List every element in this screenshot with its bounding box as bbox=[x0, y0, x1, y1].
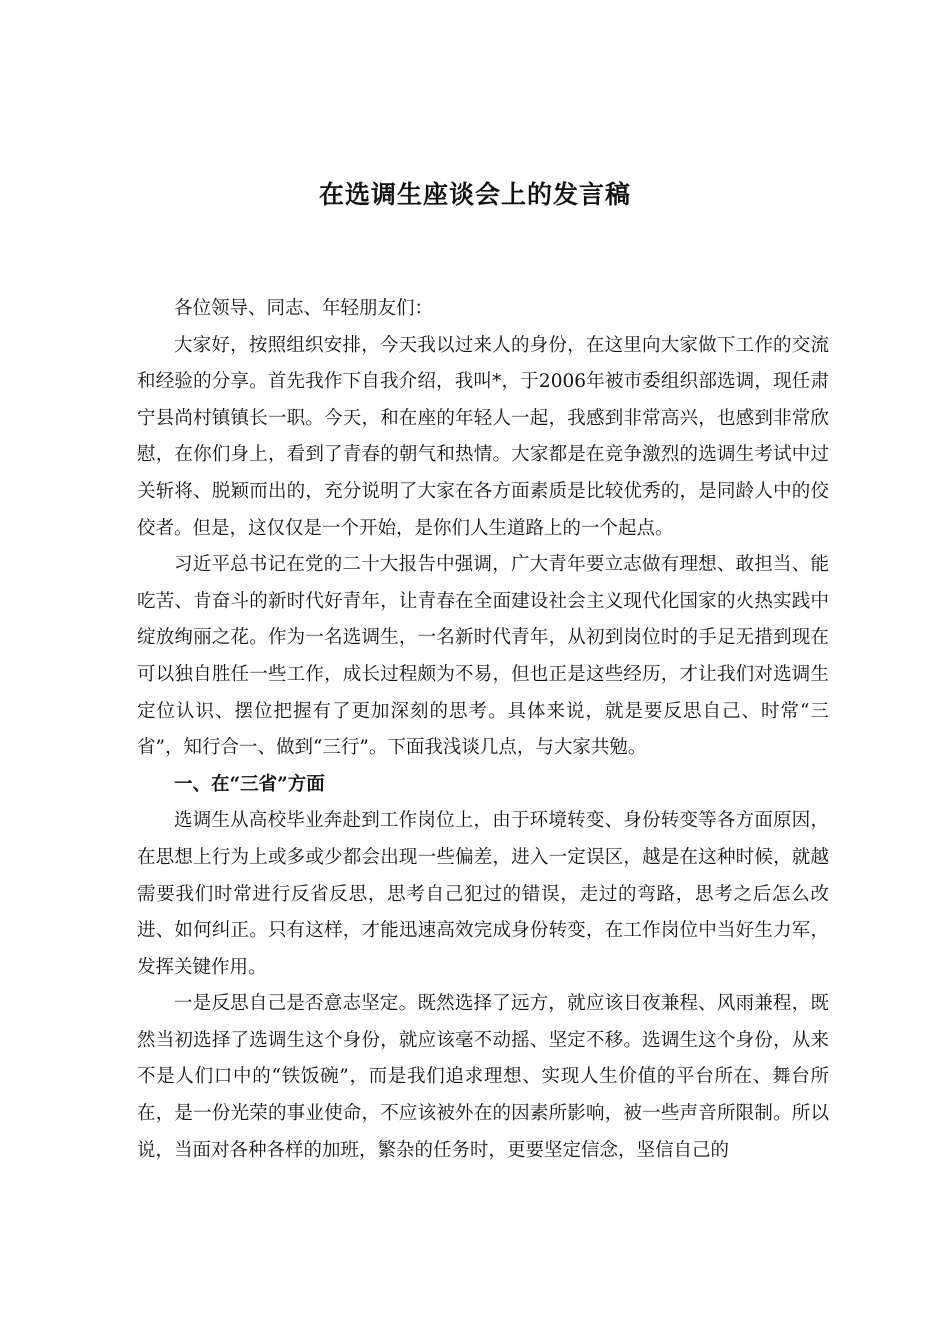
document-title: 在选调生座谈会上的发言稿 bbox=[318, 180, 631, 209]
body-paragraph: 一是反思自己是否意志坚定。既然选择了远方，就应该日夜兼程、风雨兼程，既然当初选择了选调生这个身份，就应该毫不动摇、坚定不移。选调生这个身份，从来不是人们口中的“铁饭碗”，而是我们追求理想、实现人生价值的平台所在、舞台所在，是一份光荣的事业使命，不应该被外在的因素所影响，被一些声音所限制。所以说，当面对各种各样的加班，繁杂的任务时，更要坚定信念，坚信自己的 bbox=[137, 993, 829, 1161]
document-body bbox=[137, 291, 829, 1169]
intro-paragraph: 大家好，按照组织安排，今天我以过来人的身份，在这里向大家做下工作的交流和经验的分享。首先我作下自我介绍，我叫*，于2006年被市委组织部选调，现任肃宁县尚村镇镇长一职。今天，和在座的年轻人一起，我感到非常高兴，也感到非常欣慰，在你们身上，看到了青春的朝气和热情。大家都是在竞争激烈的选调生考试中过关斩将、脱颖而出的，充分说明了大家在各方面素质是比较优秀的，是同龄人中的佼佼者。但是，这仅仅是一个开始，是你们人生道路上的一个起点。 bbox=[137, 334, 829, 539]
body-paragraph: 选调生从高校毕业奔赴到工作岗位上，由于环境转变、身份转变等各方面原因，在思想上行为上或多或少都会出现一些偏差，进入一定误区，越是在这种时候，就越需要我们时常进行反省反思，思考自己犯过的错误，走过的弯路，思考之后怎么改进、如何纠正。只有这样，才能迅速高效完成身份转变，在工作岗位中当好生力军，发挥关键作用。 bbox=[137, 810, 829, 978]
salutation-paragraph: 各位领导、同志、年轻朋友们： bbox=[174, 298, 434, 319]
section-heading: 一、在“三省”方面 bbox=[174, 773, 325, 795]
body-paragraph: 习近平总书记在党的二十大报告中强调，广大青年要立志做有理想、敢担当、能吃苦、肯奋斗的新时代好青年，让青春在全面建设社会主义现代化国家的火热实践中绽放绚丽之花。作为一名选调生，一名新时代青年，从初到岗位时的手足无措到现在可以独自胜任一些工作，成长过程颇为不易，但也正是这些经历，才让我们对选调生定位认识、摆位把握有了更加深刻的思考。具体来说，就是要反思自己、时常“三省”，知行合一、做到“三行”。下面我浅谈几点，与大家共勉。 bbox=[137, 554, 829, 759]
